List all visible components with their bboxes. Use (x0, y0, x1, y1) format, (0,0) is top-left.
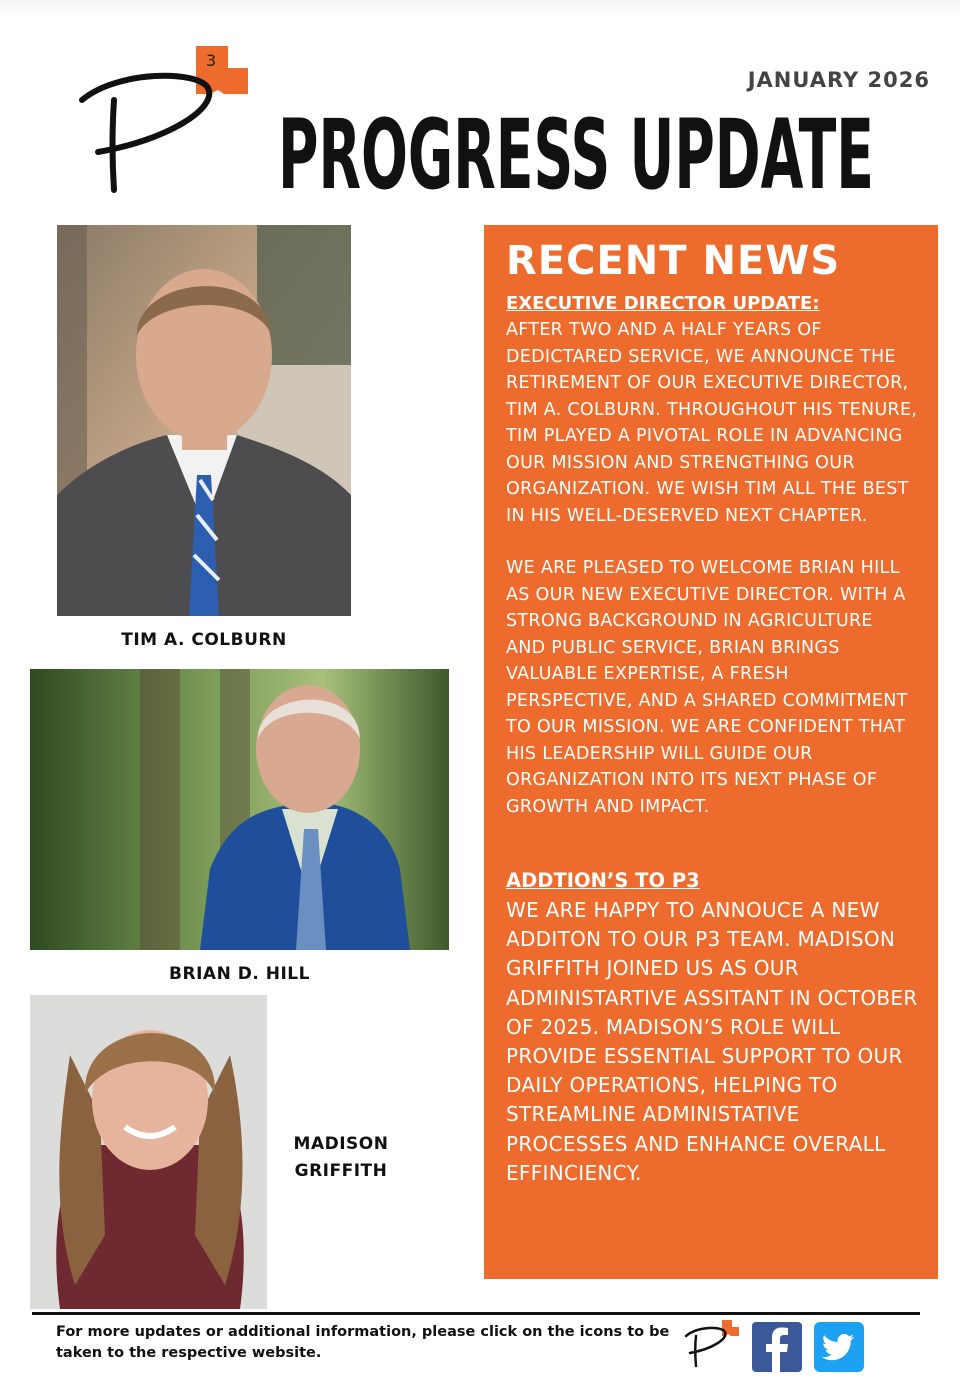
page-title (278, 96, 898, 206)
caption-tim-colburn: TIM A. COLBURN (121, 630, 287, 650)
logo-superscript: 3 (206, 51, 217, 70)
recent-news-panel (484, 225, 938, 1279)
footer-divider (32, 1312, 920, 1315)
executive-update-heading: EXECUTIVE DIRECTOR UPDATE: (506, 293, 820, 314)
executive-update-paragraph-1: AFTER TWO AND A HALF YEARS OF DEDICTARED SERVICE, WE ANNOUNCE THE RETIREMENT OF OUR EXECUTIVE DIRECTOR, TIM A. COLBURN. THROUGHOUT HIS TENURE, TIM PLAYED A PIVOTAL ROLE IN ADVANCING OUR MISSION AND STRENGTHING OUR ORGANIZATION. WE WISH TIM ALL THE BEST IN HIS WELL-DESERVED NEXT CHAPTER. (506, 320, 918, 526)
svg-text:PROGRESS UPDATE: PROGRESS UPDATE (278, 99, 874, 206)
photo-madison-griffith (30, 995, 267, 1309)
facebook-icon[interactable] (752, 1322, 802, 1372)
issue-date: JANUARY 2026 (747, 68, 930, 92)
p3-website-link-icon[interactable] (684, 1318, 740, 1368)
additions-heading: ADDTION’S TO P3 (506, 869, 700, 892)
caption-madison-griffith (282, 1131, 400, 1185)
executive-update-paragraph-2: WE ARE PLEASED TO WELCOME BRIAN HILL AS OUR NEW EXECUTIVE DIRECTOR. WITH A STRONG BACKGROUND IN AGRICULTURE AND PUBLIC SERVICE, BRIAN BRINGS VALUABLE EXPERTISE, A FRESH PERSPECTIVE, AND A SHARED COMMITMENT TO OUR MISSION. WE ARE CONFIDENT THAT HIS LEADERSHIP WILL GUIDE OUR ORGANIZATION INTO ITS NEXT PHASE OF GROWTH AND IMPACT. (506, 558, 908, 817)
photo-brian-hill (30, 669, 449, 950)
additions-paragraph: WE ARE HAPPY TO ANNOUCE A NEW ADDITON TO OUR P3 TEAM. MADISON GRIFFITH JOINED US AS OUR ADMINISTARTIVE ASSITANT IN OCTOBER OF 2025. MADISON’S ROLE WILL PROVIDE ESSENTIAL SUPPORT TO OUR DAILY OPERATIONS, HELPING TO STREAMLINE ADMINISTATIVE PROCESSES AND ENHANCE OVERALL EFFINCIENCY. (506, 898, 918, 1185)
p3-logo (78, 40, 258, 200)
twitter-icon[interactable] (814, 1322, 864, 1372)
top-edge (0, 0, 960, 18)
news-title: RECENT NEWS (506, 238, 841, 284)
caption-madison-line1: MADISON (293, 1134, 389, 1154)
caption-brian-hill: BRIAN D. HILL (169, 964, 310, 984)
photo-tim-colburn (57, 225, 351, 616)
footer-note: For more updates or additional information, please click on the icons to be taken to the respective website. (56, 1324, 670, 1361)
caption-madison-line2: GRIFFITH (294, 1161, 388, 1181)
